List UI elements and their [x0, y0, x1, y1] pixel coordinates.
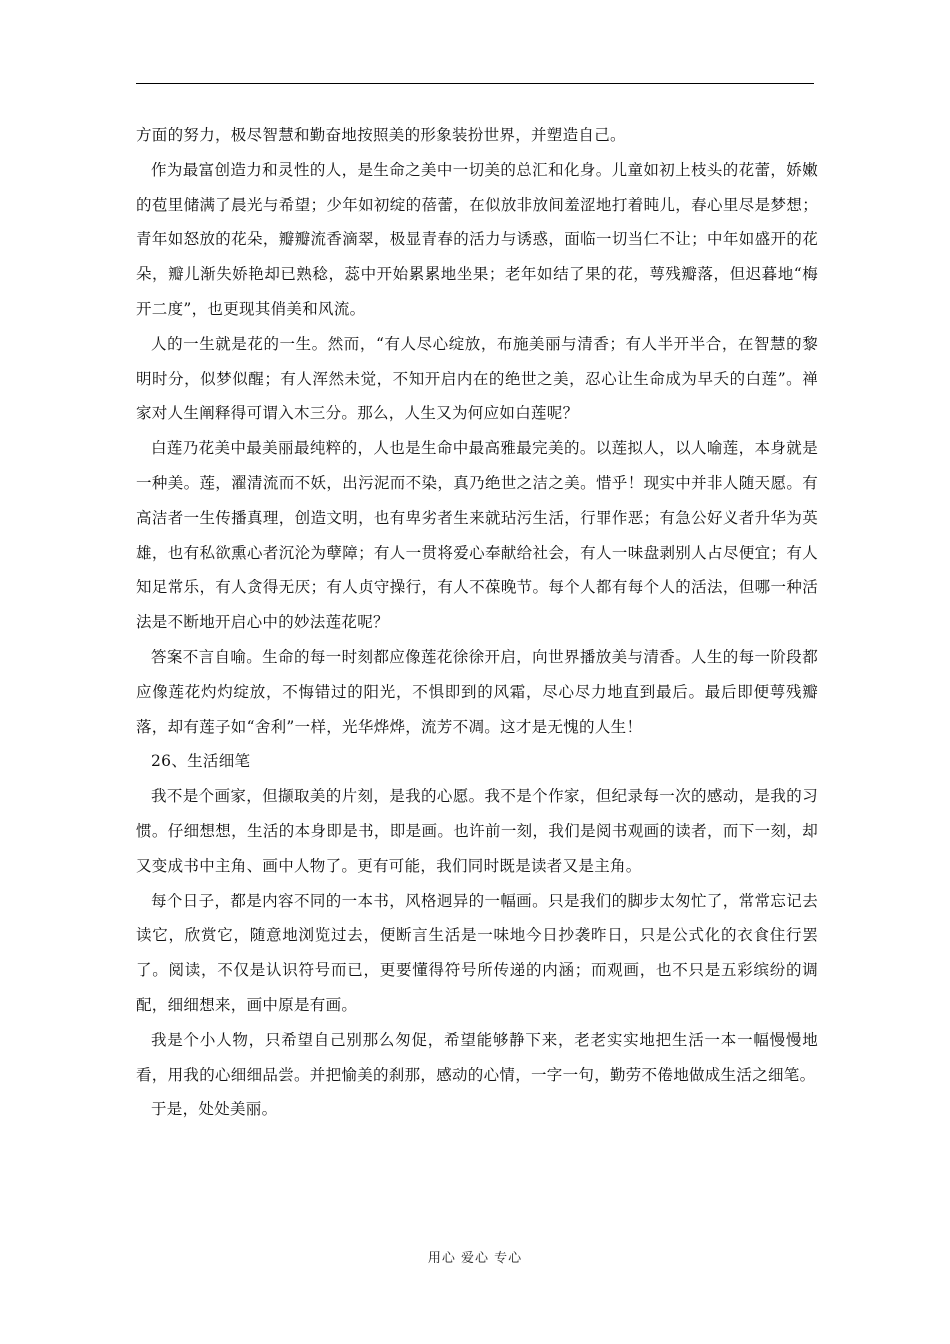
paragraph-small-person: 我是个小人物，只希望自己别那么匆促，希望能够静下来，老老实实地把生活一本一幅慢慢地看，用我的心细细品尝。并把愉美的刹那，感动的心情，一字一句，勤劳不倦地做成生活之细笔。	[136, 1030, 818, 1084]
paragraph-life-as-flower: 人的一生就是花的一生。然而，“有人尽心绽放，布施美丽与清香；有人半开半合，在智慧的黎明时分，似梦似醒；有人浑然未觉，不知开启内在的绝世之美，忍心让生命成为早夭的白莲”。禅家对人生阐释得可谓入木三分。那么，人生又为何应如白莲呢？	[136, 334, 818, 423]
paragraph-conclusion: 于是，处处美丽。	[151, 1100, 278, 1119]
paragraph-white-lotus: 白莲乃花美中最美丽最纯粹的，人也是生命中最高雅最完美的。以莲拟人，以人喻莲，本身就是一种美。莲，濯清流而不妖，出污泥而不染，真乃绝世之洁之美。惜乎！现实中并非人随天愿。有高洁者一生传播真理，创造文明，也有卑劣者生来就玷污生活，行罪作恶；有急公好义者升华为英雄，也有私欲熏心者沉沦为孽障；有人一贯将爱心奉献给社会，有人一味盘剥别人占尽便宜；有人知足常乐，有人贪得无厌；有人贞守操行，有人不葆晚节。每个人都有每个人的活法，但哪一种活法是不断地开启心中的妙法莲花呢？	[136, 439, 818, 632]
header-rule	[136, 83, 814, 84]
document-body	[136, 118, 818, 1127]
paragraph-continuation: 方面的努力，极尽智慧和勤奋地按照美的形象装扮世界，并塑造自己。	[136, 126, 626, 144]
page-footer: 用心 爱心 专心	[427, 1251, 523, 1266]
paragraph-painter-writer: 我不是个画家，但撷取美的片刻，是我的心愿。我不是个作家，但纪录每一次的感动，是我的习惯。仔细想想，生活的本身即是书，即是画。也许前一刻，我们是阅书观画的读者，而下一刻，却又变成书中主角、画中人物了。更有可能，我们同时既是读者又是主角。	[136, 787, 818, 875]
paragraph-every-day: 每个日子，都是内容不同的一本书，风格迥异的一幅画。只是我们的脚步太匆忙了，常常忘记去读它，欣赏它，随意地浏览过去，便断言生活是一味地今日抄袭昨日，只是公式化的衣食住行罢了。阅读，不仅是认识符号而已，更要懂得符号所传递的内涵；而观画，也不只是五彩缤纷的调配，细细想来，画中原是有画。	[136, 891, 818, 1014]
section-heading: 26、生活细笔	[151, 752, 251, 771]
paragraph-human-beauty: 作为最富创造力和灵性的人，是生命之美中一切美的总汇和化身。儿童如初上枝头的花蕾，娇嫩的苞里储满了晨光与希望；少年如初绽的蓓蕾，在似放非放间羞涩地打着盹儿，春心里尽是梦想；青年如怒放的花朵，瓣瓣流香滴翠，极显青春的活力与诱惑，面临一切当仁不让；中年如盛开的花朵，瓣儿渐失娇艳却已熟稔，蕊中开始累累地坐果；老年如结了果的花，萼残瓣落，但迟暮地“梅开二度”，也更现其俏美和风流。	[136, 160, 818, 318]
paragraph-answer: 答案不言自喻。生命的每一时刻都应像莲花徐徐开启，向世界播放美与清香。人生的每一阶段都应像莲花灼灼绽放，不悔错过的阳光，不惧即到的风霜，尽心尽力地直到最后。最后即便萼残瓣落，却有莲子如“舍利”一样，光华烨烨，流芳不凋。这才是无愧的人生！	[136, 647, 818, 736]
